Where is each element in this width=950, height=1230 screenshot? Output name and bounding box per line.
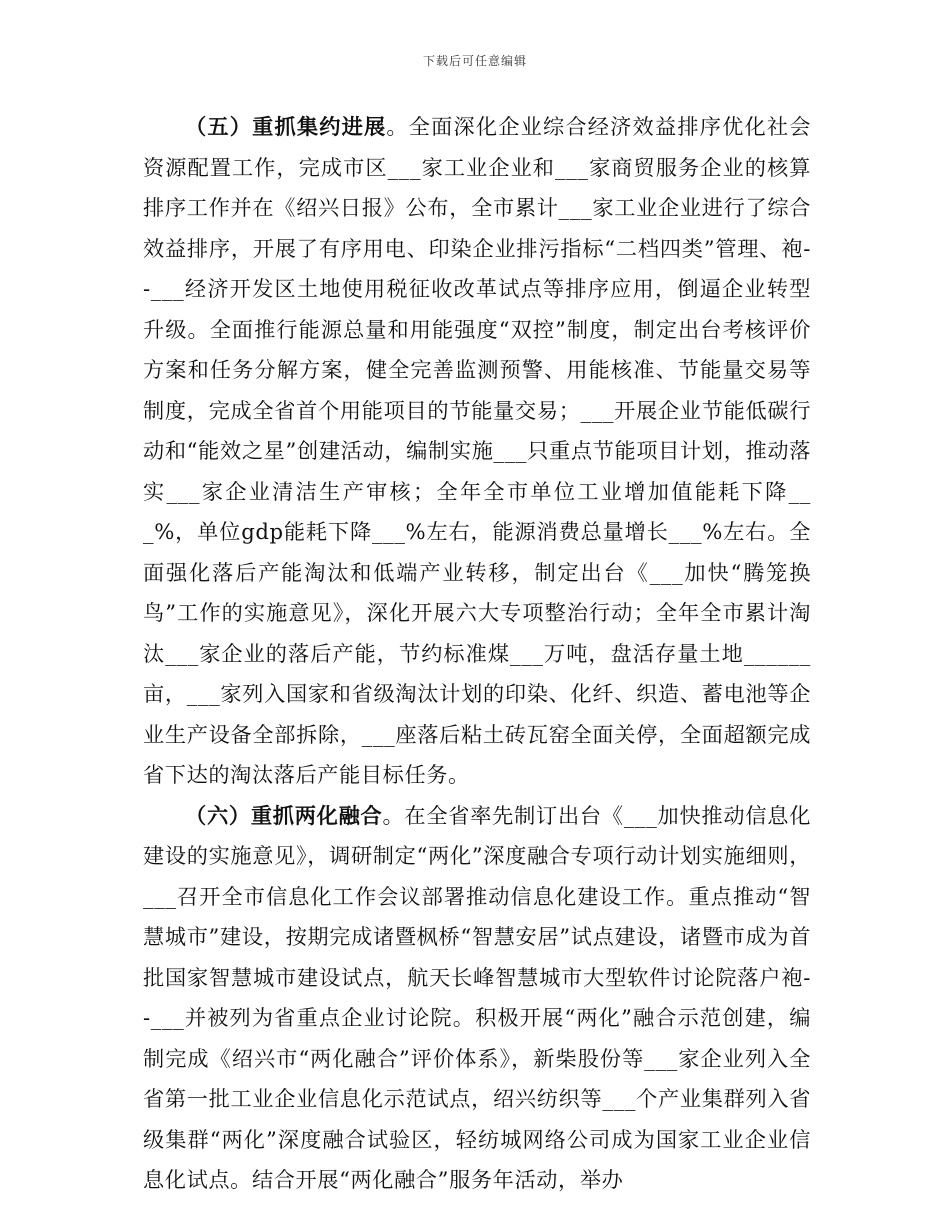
- section-body-5: 。全面深化企业综合经济效益排序优化社会资源配置工作，完成市区___家工业企业和___家商贸服务企业的核算排序工作并在《绍兴日报》公布，全市累计___家工业企业进行了综合效益排序，开展了有序用电、印染企业排污指标“二档四类”管理、袍--___经济开发区土地使用税征收改革试点等排序应用，倒逼企业转型升级。全面推行能源总量和用能强度“双控”制度，制定出台考核评价方案和任务分解方案，健全完善监测预警、用能核准、节能量交易等制度，完成全省首个用能项目的节能量交易；___开展企业节能低碳行动和“能效之星”创建活动，编制实施___只重点节能项目计划，推动落实___家企业清洁生产审核；全年全市单位工业增加值能耗下降___%，单位gdp能耗下降___%左右，能源消费总量增长___%左右。全面强化落后产能淘汰和低端产业转移，制定出台《___加快“腾笼换鸟”工作的实施意见》，深化开展六大专项整治行动；全年全市累计淘汰___家企业的落后产能，节约标准煤___万吨，盘活存量土地______亩，___家列入国家和省级淘汰计划的印染、化纤、织造、蓄电池等企业生产设备全部拆除，___座落后粘土砖瓦窑全面关停，全面超额完成省下达的淘汰落后产能目标任务。: [143, 114, 811, 787]
- section-heading-5: （五）重抓集约进展: [185, 114, 387, 139]
- section-paragraph-6: [143, 796, 811, 1201]
- section-heading-6: （六）重抓两化融合: [185, 802, 383, 828]
- page-header: 下载后可任意编辑: [422, 54, 527, 68]
- section-paragraph-5: [143, 107, 811, 796]
- section-body-6: 。在全省率先制订出台《___加快推动信息化建设的实施意见》，调研制定“两化”深度融合专项行动计划实施细则，___召开全市信息化工作会议部署推动信息化建设工作。重点推动“智慧城市”建设，按期完成诸暨枫桥“智慧安居”试点建设，诸暨市成为首批国家智慧城市建设试点，航天长峰智慧城市大型软件讨论院落户袍--___并被列为省重点企业讨论院。积极开展“两化”融合示范创建，编制完成《绍兴市“两化融合”评价体系》，新柴股份等___家企业列入全省第一批工业企业信息化示范试点，绍兴纺织等___个产业集群列入省级集群“两化”深度融合试验区，轻纺城网络公司成为国家工业企业信息化试点。结合开展“两化融合”服务年活动，举办: [143, 802, 811, 1192]
- document-body: [143, 107, 811, 1201]
